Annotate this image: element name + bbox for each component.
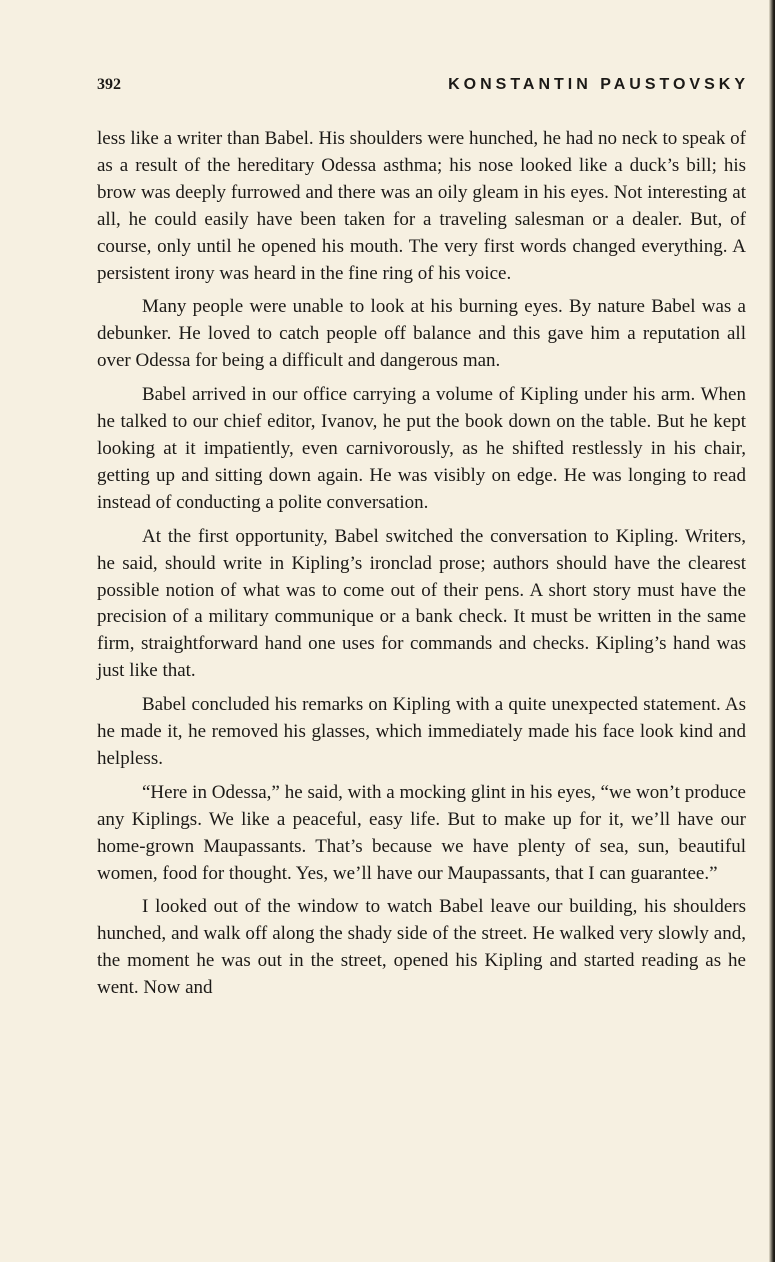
page-number: 392 <box>97 76 121 93</box>
paragraph: I looked out of the window to watch Babel leave our building, his shoulders hunched, and walk off along the shady side of the street. He walked very slowly and, the moment he was out in the street, opened his Kipling and started reading as he went. Now and <box>97 896 746 999</box>
page-edge <box>769 0 775 1262</box>
paragraph: Babel arrived in our office carrying a volume of Kipling under his arm. When he talked to our chief editor, Ivanov, he put the book down on the table. But he kept looking at it impatiently, even carnivorously, as he shifted restlessly in his chair, getting up and sitting down again. He was visibly on edge. He was longing to read instead of conducting a polite conversation. <box>97 384 746 513</box>
page-header <box>97 76 752 100</box>
paragraph: less like a writer than Babel. His shoulders were hunched, he had no neck to speak of as a result of the hereditary Odessa asthma; his nose looked like a duck’s bill; his brow was deeply furrowed and there was an oily gleam in his eyes. Not interesting at all, he could easily have been taken for a traveling salesman or a dealer. But, of course, only until he opened his mouth. The very first words changed everything. A persistent irony was heard in the fine ring of his voice. <box>97 128 746 284</box>
paragraph: Babel concluded his remarks on Kipling with a quite unexpected statement. As he made it, he removed his glasses, which immediately made his face look kind and helpless. <box>97 694 746 769</box>
paragraph: “Here in Odessa,” he said, with a mocking glint in his eyes, “we won’t produce any Kiplings. We like a peaceful, easy life. But to make up for it, we’ll have our home-grown Maupassants. That’s because we have plenty of sea, sun, beautiful women, food for thought. Yes, we’ll have our Maupassants, that I can guarantee.” <box>97 781 746 884</box>
paragraph: At the first opportunity, Babel switched the conversation to Kipling. Writers, he said, should write in Kipling’s ironclad prose; authors should have the clearest possible notion of what was to come out of their pens. A short story must have the precision of a military communique or a bank check. It must be written in the same firm, straightforward hand one uses for commands and checks. Kipling’s hand was just like that. <box>97 525 746 682</box>
body-text <box>97 126 746 1009</box>
paragraph: Many people were unable to look at his burning eyes. By nature Babel was a debunker. He loved to catch people off balance and this gave him a reputation all over Odessa for being a difficult and dangerous man. <box>97 296 746 372</box>
running-head: KONSTANTIN PAUSTOVSKY <box>448 76 749 93</box>
